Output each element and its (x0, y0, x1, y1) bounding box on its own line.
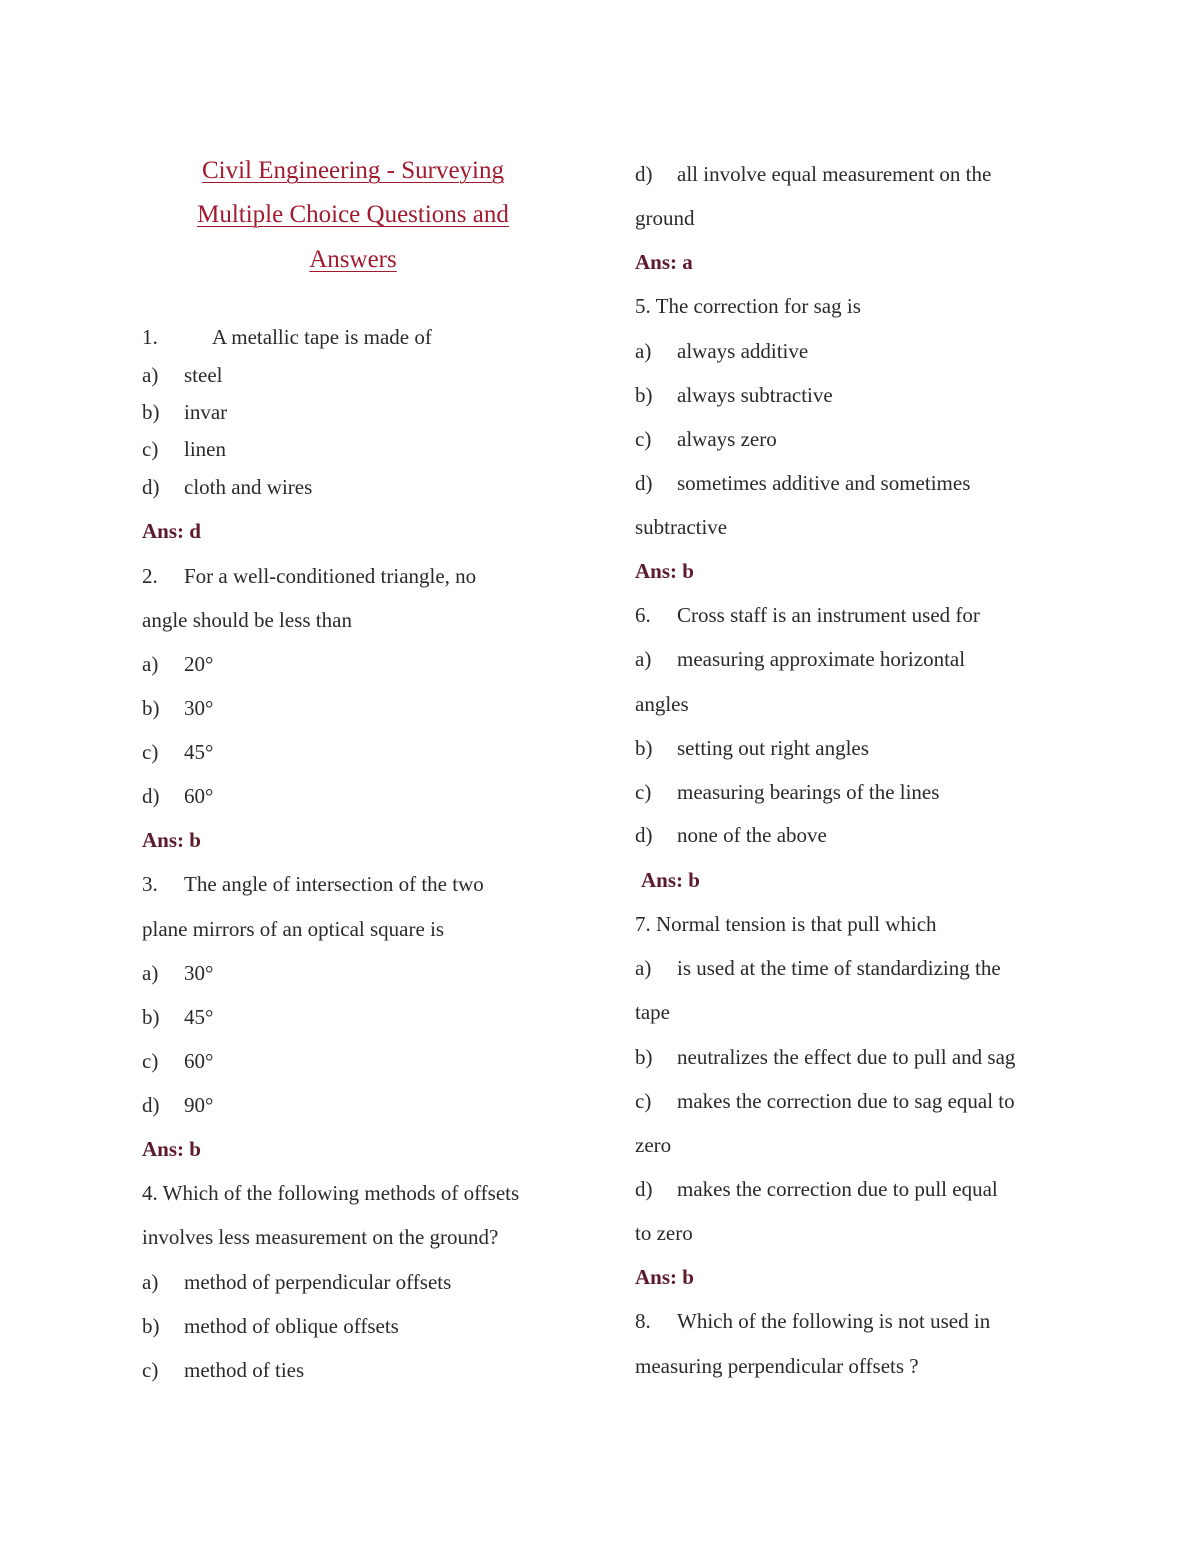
q7-answer: Ans: b (635, 1265, 694, 1289)
q7-option-a-cont: tape (635, 1000, 670, 1024)
q1-option-c: c) linen (142, 437, 226, 461)
question-7: 7. Normal tension is that pull which (635, 912, 937, 936)
q4-option-d: d) all involve equal measurement on the (635, 162, 992, 186)
q5-option-b: b) always subtractive (635, 383, 833, 407)
question-2: 2. For a well-conditioned triangle, no (142, 564, 477, 588)
q6-option-d: d) none of the above (635, 823, 827, 847)
q7-option-c: c) makes the correction due to sag equal to (635, 1089, 1015, 1113)
q7-option-d: d) makes the correction due to pull equal (635, 1177, 998, 1201)
q6-option-c: c) measuring bearings of the lines (635, 780, 940, 804)
q3-option-b: b) 45° (142, 1005, 214, 1029)
q3-answer: Ans: b (142, 1137, 201, 1161)
q4-option-a: a) method of perpendicular offsets (142, 1270, 452, 1294)
q1-option-d: d) cloth and wires (142, 475, 313, 499)
q6-option-a: a) measuring approximate horizontal (635, 647, 966, 671)
question-3-cont: plane mirrors of an optical square is (142, 917, 445, 941)
q4-option-c: c) method of ties (142, 1358, 305, 1382)
q3-option-a: a) 30° (142, 961, 214, 985)
q2-option-d: d) 60° (142, 784, 214, 808)
q7-option-a: a) is used at the time of standardizing the (635, 956, 1001, 980)
q5-option-a: a) always additive (635, 339, 809, 363)
question-5: 5. The correction for sag is (635, 294, 861, 318)
q3-option-d: d) 90° (142, 1093, 214, 1117)
q2-answer: Ans: b (142, 828, 201, 852)
question-6: 6. Cross staff is an instrument used for (635, 603, 980, 627)
q3-option-c: c) 60° (142, 1049, 214, 1073)
q5-option-d-cont: subtractive (635, 515, 728, 539)
q1-answer: Ans: d (142, 519, 201, 543)
doc-title-line-2: Multiple Choice Questions and (197, 201, 509, 228)
q1-option-a: a) steel (142, 363, 223, 387)
q7-option-c-cont: zero (635, 1133, 672, 1157)
question-2-cont: angle should be less than (142, 608, 352, 632)
question-1 (142, 324, 432, 350)
question-text: A metallic tape is made of (212, 325, 432, 349)
q5-option-d: d) sometimes additive and sometimes (635, 471, 971, 495)
question-3: 3. The angle of intersection of the two (142, 872, 484, 896)
q2-option-c: c) 45° (142, 740, 214, 764)
q5-option-c: c) always zero (635, 427, 777, 451)
question-8: 8. Which of the following is not used in (635, 1309, 991, 1333)
question-8-cont: measuring perpendicular offsets ? (635, 1354, 919, 1378)
q5-answer: Ans: b (635, 559, 694, 583)
q4-option-b: b) method of oblique offsets (142, 1314, 399, 1338)
q4-option-d-cont: ground (635, 206, 695, 230)
question-4: 4. Which of the following methods of offsets (142, 1181, 520, 1205)
q7-option-d-cont: to zero (635, 1221, 693, 1245)
doc-title-line-1: Civil Engineering - Surveying (201, 157, 505, 184)
q7-option-b: b) neutralizes the effect due to pull and sag (635, 1045, 1016, 1069)
question-4-cont: involves less measurement on the ground? (142, 1225, 499, 1249)
q6-option-b: b) setting out right angles (635, 736, 869, 760)
doc-title-line-3: Answers (309, 246, 397, 273)
q4-answer: Ans: a (635, 250, 693, 274)
q6-answer: Ans: b (641, 868, 700, 892)
q1-option-b: b) invar (142, 400, 228, 424)
q2-option-b: b) 30° (142, 696, 214, 720)
q6-option-a-cont: angles (635, 692, 689, 716)
q2-option-a: a) 20° (142, 652, 214, 676)
question-number: 1. (142, 325, 158, 349)
